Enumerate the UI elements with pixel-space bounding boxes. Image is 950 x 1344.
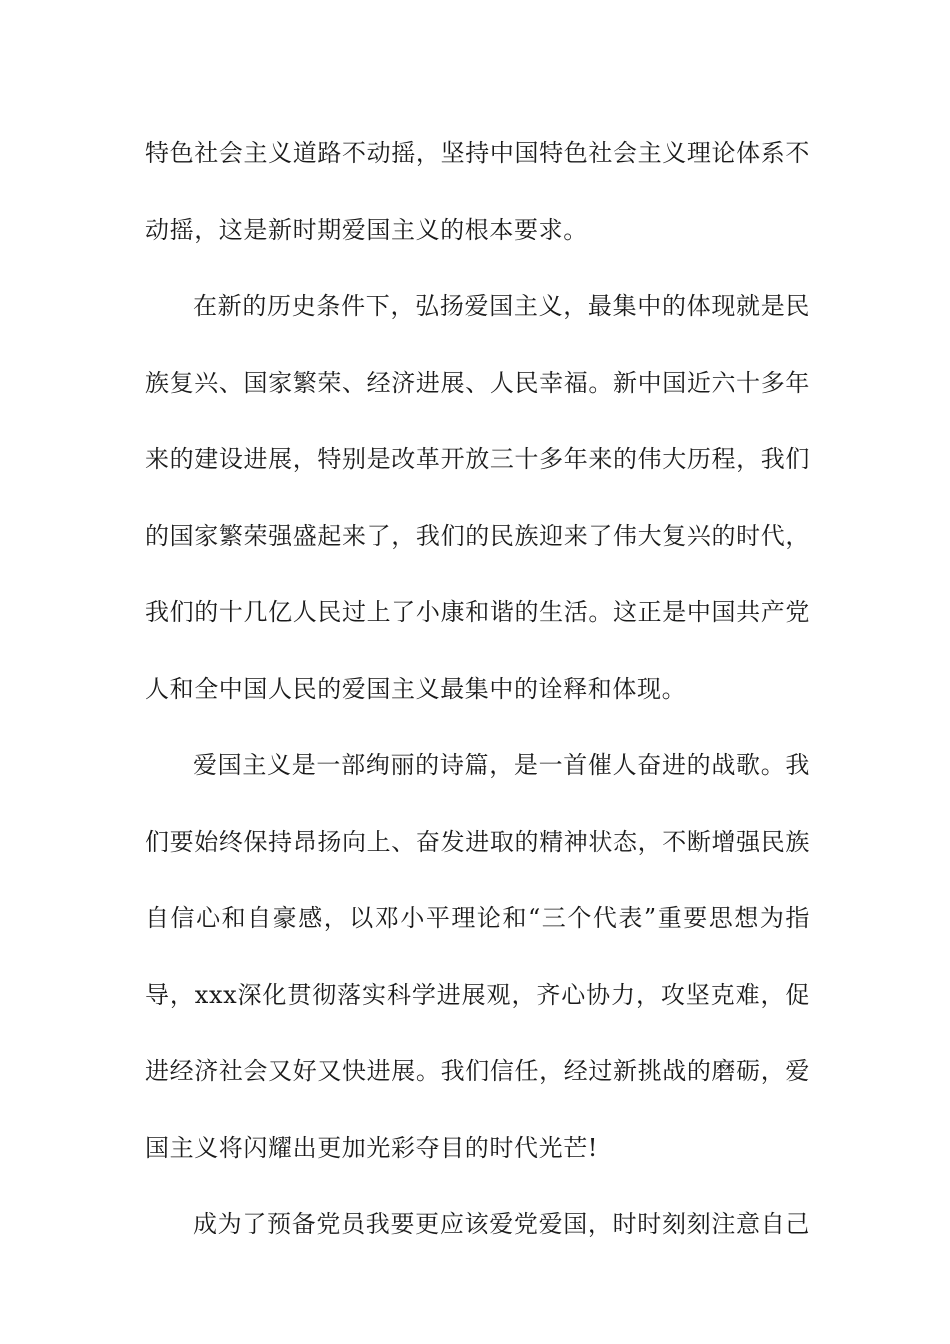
text-line: 进经济社会又好又快进展。我们信任，经过新挑战的磨砺，爱: [145, 1057, 810, 1085]
text-line: 族复兴、国家繁荣、经济进展、人民幸福。新中国近六十多年: [145, 368, 810, 397]
paragraph-first-line: 在新的历史条件下，弘扬爱国主义，最集中的体现就是民: [193, 292, 810, 320]
text-line: 导，xxx深化贯彻落实科学进展观，齐心协力，攻坚克难，促: [145, 980, 810, 1009]
paragraph-first-line: 爱国主义是一部绚丽的诗篇，是一首催人奋进的战歌。我: [193, 751, 810, 779]
text-line: 国主义将闪耀出更加光彩夺目的时代光芒!: [145, 1133, 599, 1162]
text-line: 特色社会主义道路不动摇，坚持中国特色社会主义理论体系不: [145, 139, 810, 167]
paragraph-first-line: 成为了预备党员我要更应该爱党爱国，时时刻刻注意自己: [193, 1210, 810, 1238]
body-text: [145, 128, 810, 1276]
text-line: 动摇，这是新时期爱国主义的根本要求。: [145, 215, 588, 244]
text-line: 来的建设进展，特别是改革开放三十多年来的伟大历程，我们: [145, 445, 810, 473]
text-line: 自信心和自豪感，以邓小平理论和“三个代表”重要思想为指: [145, 904, 810, 932]
text-line: 的国家繁荣强盛起来了，我们的民族迎来了伟大复兴的时代，: [145, 521, 810, 550]
text-line: 人和全中国人民的爱国主义最集中的诠释和体现。: [145, 674, 687, 703]
text-line: 们要始终保持昂扬向上、奋发进取的精神状态，不断增强民族: [145, 827, 810, 856]
text-line: 我们的十几亿人民过上了小康和谐的生活。这正是中国共产党: [145, 598, 810, 626]
